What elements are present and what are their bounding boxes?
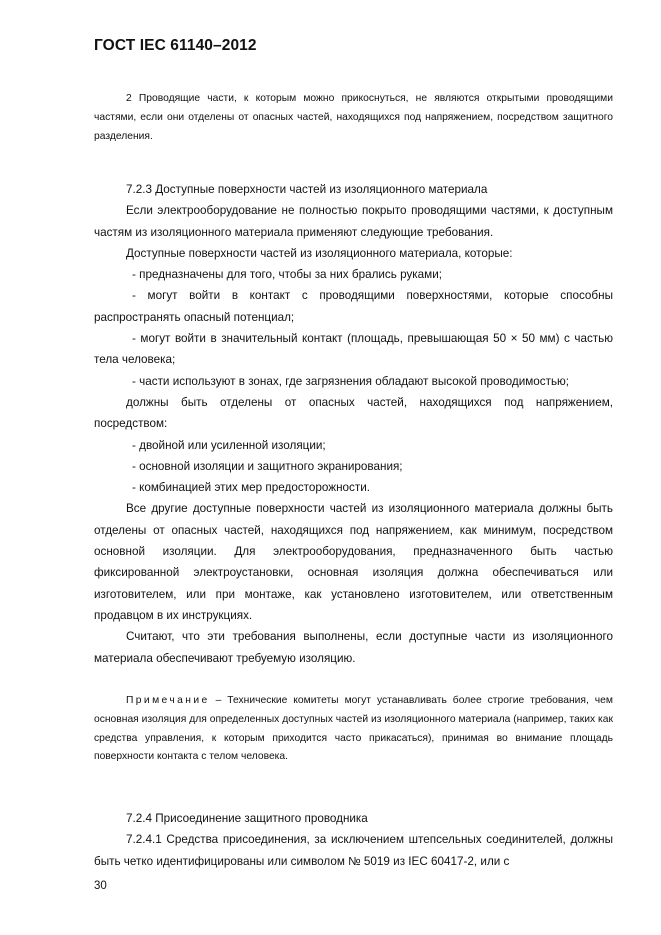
paragraph: Если электрооборудование не полностью покрыто проводящими частями, к доступным частям из изоляционного материала применяют следующие требования. xyxy=(94,204,613,239)
section-7-2-4 xyxy=(94,808,613,872)
list-item: - основной изоляции и защитного экранирования; xyxy=(132,459,403,473)
list-item: - комбинацией этих мер предосторожности. xyxy=(132,481,370,495)
paragraph: Все другие доступные поверхности частей из изоляционного материала должны быть отделены от опасных частей, находящихся под напряжением, как минимум, посредством основной изоляции. Для электрооборудования, предназначенного быть частью фиксированной электроустановки, основная изоляция должна обеспечиваться или изготовителем, или при монтаже, как установлено изготовителем, или ответственным продавцом в их инструкциях. xyxy=(94,502,613,622)
note-text: – Технические комитеты могут устанавливать более строгие требования, чем основная изоляция для определенных доступных частей из изоляционного материала (например, таких как средства управления, к которым приходится часто прикасаться), принимая во внимание площадь поверхности контакта с телом человека. xyxy=(94,695,613,763)
list-item: - двойной или усиленной изоляции; xyxy=(132,438,326,452)
paragraph: Доступные поверхности частей из изоляционного материала, которые: xyxy=(126,246,513,260)
note-paragraph xyxy=(94,692,613,767)
paragraph: Считают, что эти требования выполнены, если доступные части из изоляционного материала обеспечивают требуемую изоляцию. xyxy=(94,630,613,665)
list-item: - могут войти в контакт с проводящими поверхностями, которые способны распространять опасный потенциал; xyxy=(94,289,613,324)
note xyxy=(94,692,613,767)
section-7-2-3-heading: 7.2.3 Доступные поверхности частей из изоляционного материала xyxy=(126,183,488,196)
note-2 xyxy=(94,90,613,146)
note-2-text: 2 Проводящие части, к которым можно прикоснуться, не являются открытыми проводящими частями, если они отделены от опасных частей, находящихся под напряжением, посредством защитного разделения. xyxy=(94,93,613,142)
list-item: - могут войти в значительный контакт (площадь, превышающая 50 × 50 мм) с частью тела человека; xyxy=(94,332,613,367)
paragraph: должны быть отделены от опасных частей, находящихся под напряжением, посредством: xyxy=(94,395,613,431)
page-number: 30 xyxy=(94,880,107,892)
section-7-2-4-heading: 7.2.4 Присоединение защитного проводника xyxy=(126,812,368,825)
section-7-2-3 xyxy=(94,179,613,669)
note-label: Примечание xyxy=(126,695,210,706)
list-item: - части используют в зонах, где загрязнения обладают высокой проводимостью; xyxy=(132,374,570,388)
paragraph: 7.2.4.1 Средства присоединения, за исключением штепсельных соединителей, должны быть четко идентифицированы или символом № 5019 из IEC 60417-2, или с xyxy=(94,833,613,868)
document-header: ГОСТ IEC 61140–2012 xyxy=(94,37,257,54)
list-item: - предназначены для того, чтобы за них брались руками; xyxy=(132,268,442,282)
